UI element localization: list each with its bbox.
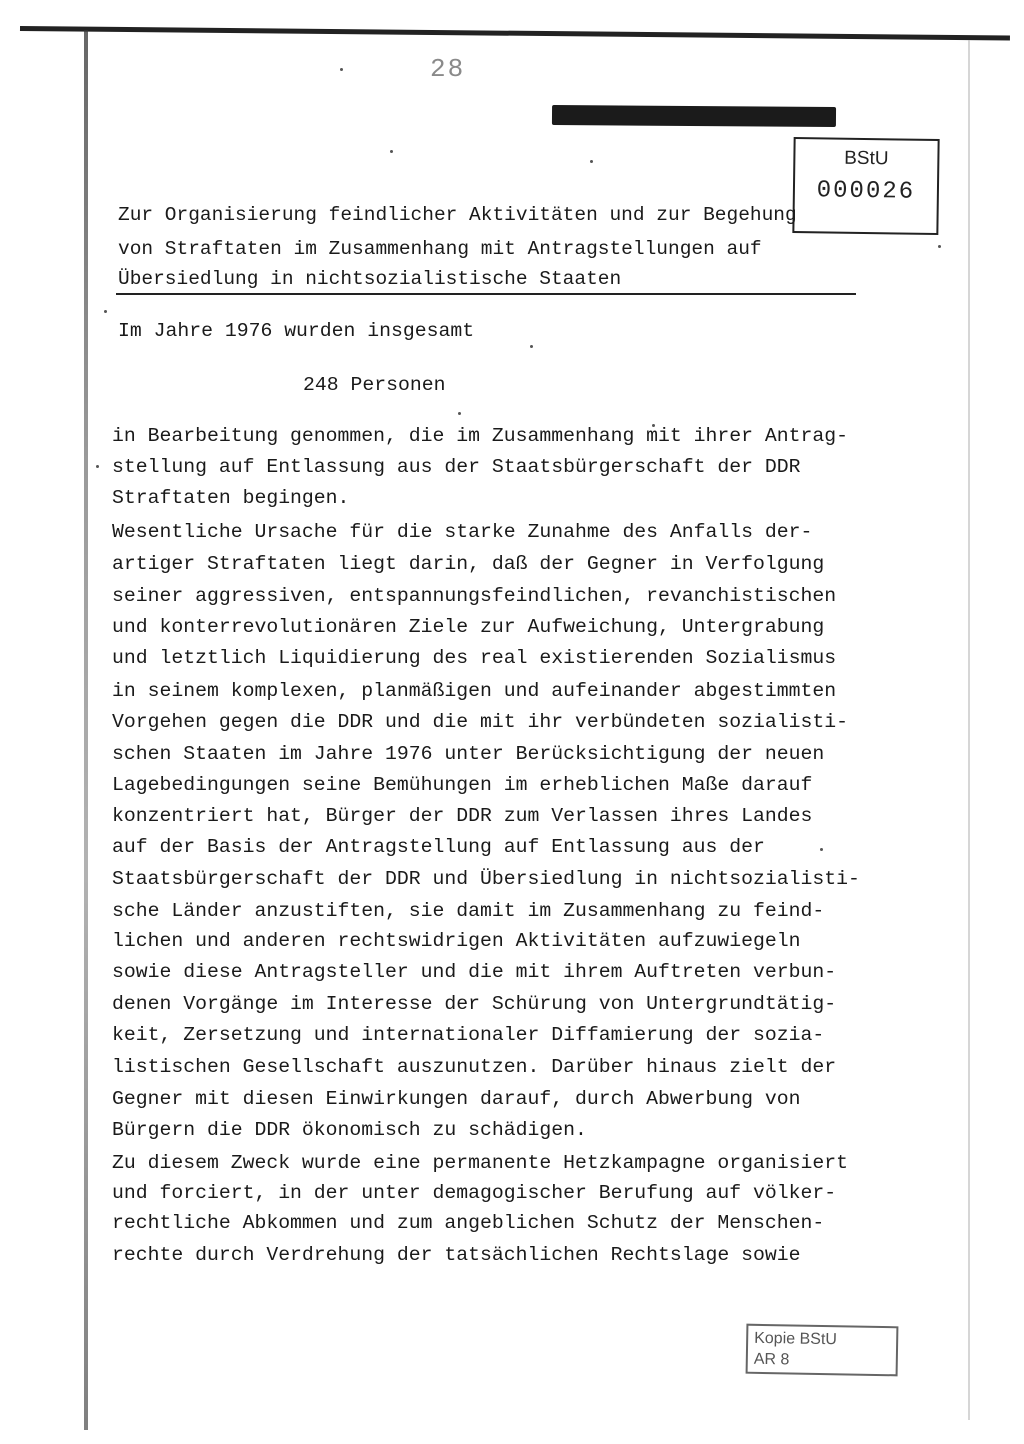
body-line: und forciert, in der unter demagogischer Berufung auf völker- [112, 1182, 837, 1204]
body-line: Staatsbürgerschaft der DDR und Übersiedlung in nichtsozialisti- [112, 868, 860, 890]
persons-count: 248 Personen [303, 374, 446, 396]
kopie-stamp-line: Kopie BStU [754, 1329, 838, 1349]
body-line: Vorgehen gegen die DDR und die mit ihr verbündeten sozialisti- [112, 711, 848, 733]
body-line: sche Länder anzustiften, sie damit im Zusammenhang zu feind- [112, 900, 825, 922]
body-line: lichen und anderen rechtswidrigen Aktivitäten aufzuwiegeln [112, 930, 801, 952]
body-line: auf der Basis der Antragstellung auf Entlassung aus der [112, 836, 765, 858]
body-line: keit, Zersetzung und internationaler Diffamierung der sozia- [112, 1024, 825, 1046]
kopie-stamp-line: AR 8 [753, 1350, 790, 1369]
heading-line: Zur Organisierung feindlicher Aktivitäten und zur Begehung [118, 204, 797, 226]
scan-speck [96, 465, 99, 468]
scan-speck [590, 160, 593, 163]
scan-speck [340, 68, 343, 71]
heading-line: Übersiedlung in nichtsozialistische Staaten [118, 268, 622, 290]
body-line: artiger Straftaten liegt darin, daß der Gegner in Verfolgung [112, 553, 825, 575]
body-line: Lagebedingungen seine Bemühungen im erheblichen Maße darauf [112, 774, 813, 796]
body-line: seiner aggressiven, entspannungsfeindlichen, revanchistischen [112, 585, 837, 607]
body-line: in seinem komplexen, planmäßigen und aufeinander abgestimmten [112, 680, 837, 702]
body-line: stellung auf Entlassung aus der Staatsbürgerschaft der DDR [112, 456, 801, 478]
page-number: 28 [430, 54, 466, 84]
intro-line: Im Jahre 1976 wurden insgesamt [118, 320, 475, 342]
body-line: konzentriert hat, Bürger der DDR zum Verlassen ihres Landes [112, 805, 813, 827]
body-line: Gegner mit diesen Einwirkungen darauf, durch Abwerbung von [112, 1088, 801, 1110]
scan-speck [458, 412, 461, 415]
scan-speck [104, 310, 107, 313]
scan-speck [530, 345, 533, 348]
body-line: sowie diese Antragsteller und die mit ihrem Auftreten verbun- [112, 961, 837, 983]
kopie-bstu-stamp [746, 1324, 899, 1377]
bstu-archive-stamp [792, 137, 939, 235]
body-line: und letztlich Liquidierung des real existierenden Sozialismus [112, 647, 837, 669]
heading-line: von Straftaten im Zusammenhang mit Antragstellungen auf [118, 238, 762, 260]
scan-edge-right [968, 40, 970, 1420]
scan-edge-left [84, 30, 88, 1430]
body-line: rechte durch Verdrehung der tatsächlichen Rechtslage sowie [112, 1244, 801, 1266]
bstu-stamp-number: 000026 [816, 177, 916, 206]
body-line: listischen Gesellschaft auszunutzen. Darüber hinaus zielt der [112, 1056, 837, 1078]
scan-speck [390, 150, 393, 153]
body-line: Wesentliche Ursache für die starke Zunahme des Anfalls der- [112, 521, 813, 543]
scan-speck [938, 245, 941, 248]
body-line: Bürgern die DDR ökonomisch zu schädigen. [112, 1119, 587, 1141]
body-line: rechtliche Abkommen und zum angeblichen Schutz der Menschen- [112, 1212, 825, 1234]
redaction-bar [552, 105, 836, 127]
body-line: Straftaten begingen. [112, 487, 350, 509]
scan-speck [820, 848, 823, 851]
body-line: und konterrevolutionären Ziele zur Aufweichung, Untergrabung [112, 616, 825, 638]
body-line: Zu diesem Zweck wurde eine permanente Hetzkampagne organisiert [112, 1152, 848, 1174]
body-line: schen Staaten im Jahre 1976 unter Berücksichtigung der neuen [112, 743, 825, 765]
scan-edge-top [20, 26, 1010, 41]
bstu-stamp-label: BStU [844, 147, 889, 170]
heading-underline [116, 293, 856, 295]
body-line: denen Vorgänge im Interesse der Schürung von Untergrundtätig- [112, 993, 837, 1015]
body-line: in Bearbeitung genommen, die im Zusammenhang mit ihrer Antrag- [112, 425, 848, 447]
